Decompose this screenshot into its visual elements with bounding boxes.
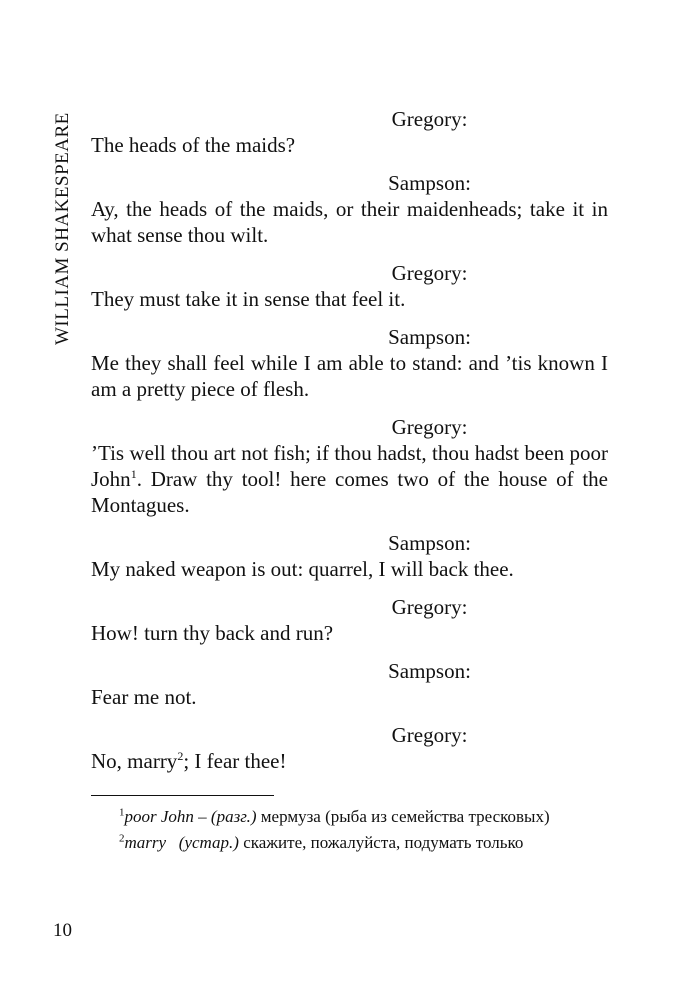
- dialogue-block: [91, 658, 608, 710]
- footnote-text: скажите, пожалуйста, подумать только: [238, 833, 524, 852]
- speaker-name: Sampson:: [388, 325, 471, 349]
- speech-line: ’Tis well thou art not fish; if thou hadst, thou hadst been poor John$^1$. Draw thy tool! here comes two of the house of the Montagues.: [91, 441, 608, 517]
- dialogue-block: [91, 324, 608, 402]
- speech-line: My naked weapon is out: quarrel, I will back thee.: [91, 557, 514, 581]
- speaker-name: Gregory:: [391, 595, 468, 619]
- speech-line: Ay, the heads of the maids, or their maidenheads; take it in what sense thou wilt.: [91, 197, 608, 247]
- speaker-name: Sampson:: [388, 531, 471, 555]
- dialogue-block: [91, 414, 608, 518]
- speaker-name: Sampson:: [388, 171, 471, 195]
- speaker-name: Gregory:: [391, 107, 468, 131]
- footnotes: [91, 806, 608, 858]
- footnote-term: marry (устар.): [124, 833, 239, 852]
- dialogue-block: [91, 106, 608, 158]
- footnote-divider: [91, 795, 274, 796]
- dialogue-block: [91, 594, 608, 646]
- dialogue-block: [91, 260, 608, 312]
- dialogue-block: [91, 722, 608, 774]
- running-head: WILLIAM SHAKESPEARE: [52, 112, 73, 346]
- speech-line: Me they shall feel while I am able to stand: and ’tis known I am a pretty piece of flesh.: [91, 351, 608, 401]
- speaker-name: Sampson:: [388, 659, 471, 683]
- footnote-ref-2: 2: [177, 749, 184, 763]
- footnote-2: [91, 832, 608, 854]
- footnote-1: [91, 806, 608, 828]
- speaker-name: Gregory:: [391, 261, 468, 285]
- speech-line: They must take it in sense that feel it.: [91, 287, 406, 311]
- speech-line: How! turn thy back and run?: [91, 621, 334, 645]
- footnote-mark: 1: [119, 806, 125, 819]
- footnote-term: poor John – (разг.): [124, 807, 257, 826]
- footnote-mark: 2: [119, 832, 125, 845]
- speech-line: The heads of the maids?: [91, 133, 296, 157]
- speaker-name: Gregory:: [391, 415, 468, 439]
- speech-line: No, marry$^2$; I fear thee!: [91, 749, 287, 773]
- footnote-text: мермуза (рыба из семейства тресковых): [256, 807, 550, 826]
- dialogue-block: [91, 170, 608, 248]
- dialogue-text: [91, 106, 608, 774]
- speech-line: Fear me not.: [91, 685, 197, 709]
- dialogue-block: [91, 530, 608, 582]
- speaker-name: Gregory:: [391, 723, 468, 747]
- footnote-ref-1: 1: [130, 467, 137, 481]
- page-number: 10: [53, 920, 72, 941]
